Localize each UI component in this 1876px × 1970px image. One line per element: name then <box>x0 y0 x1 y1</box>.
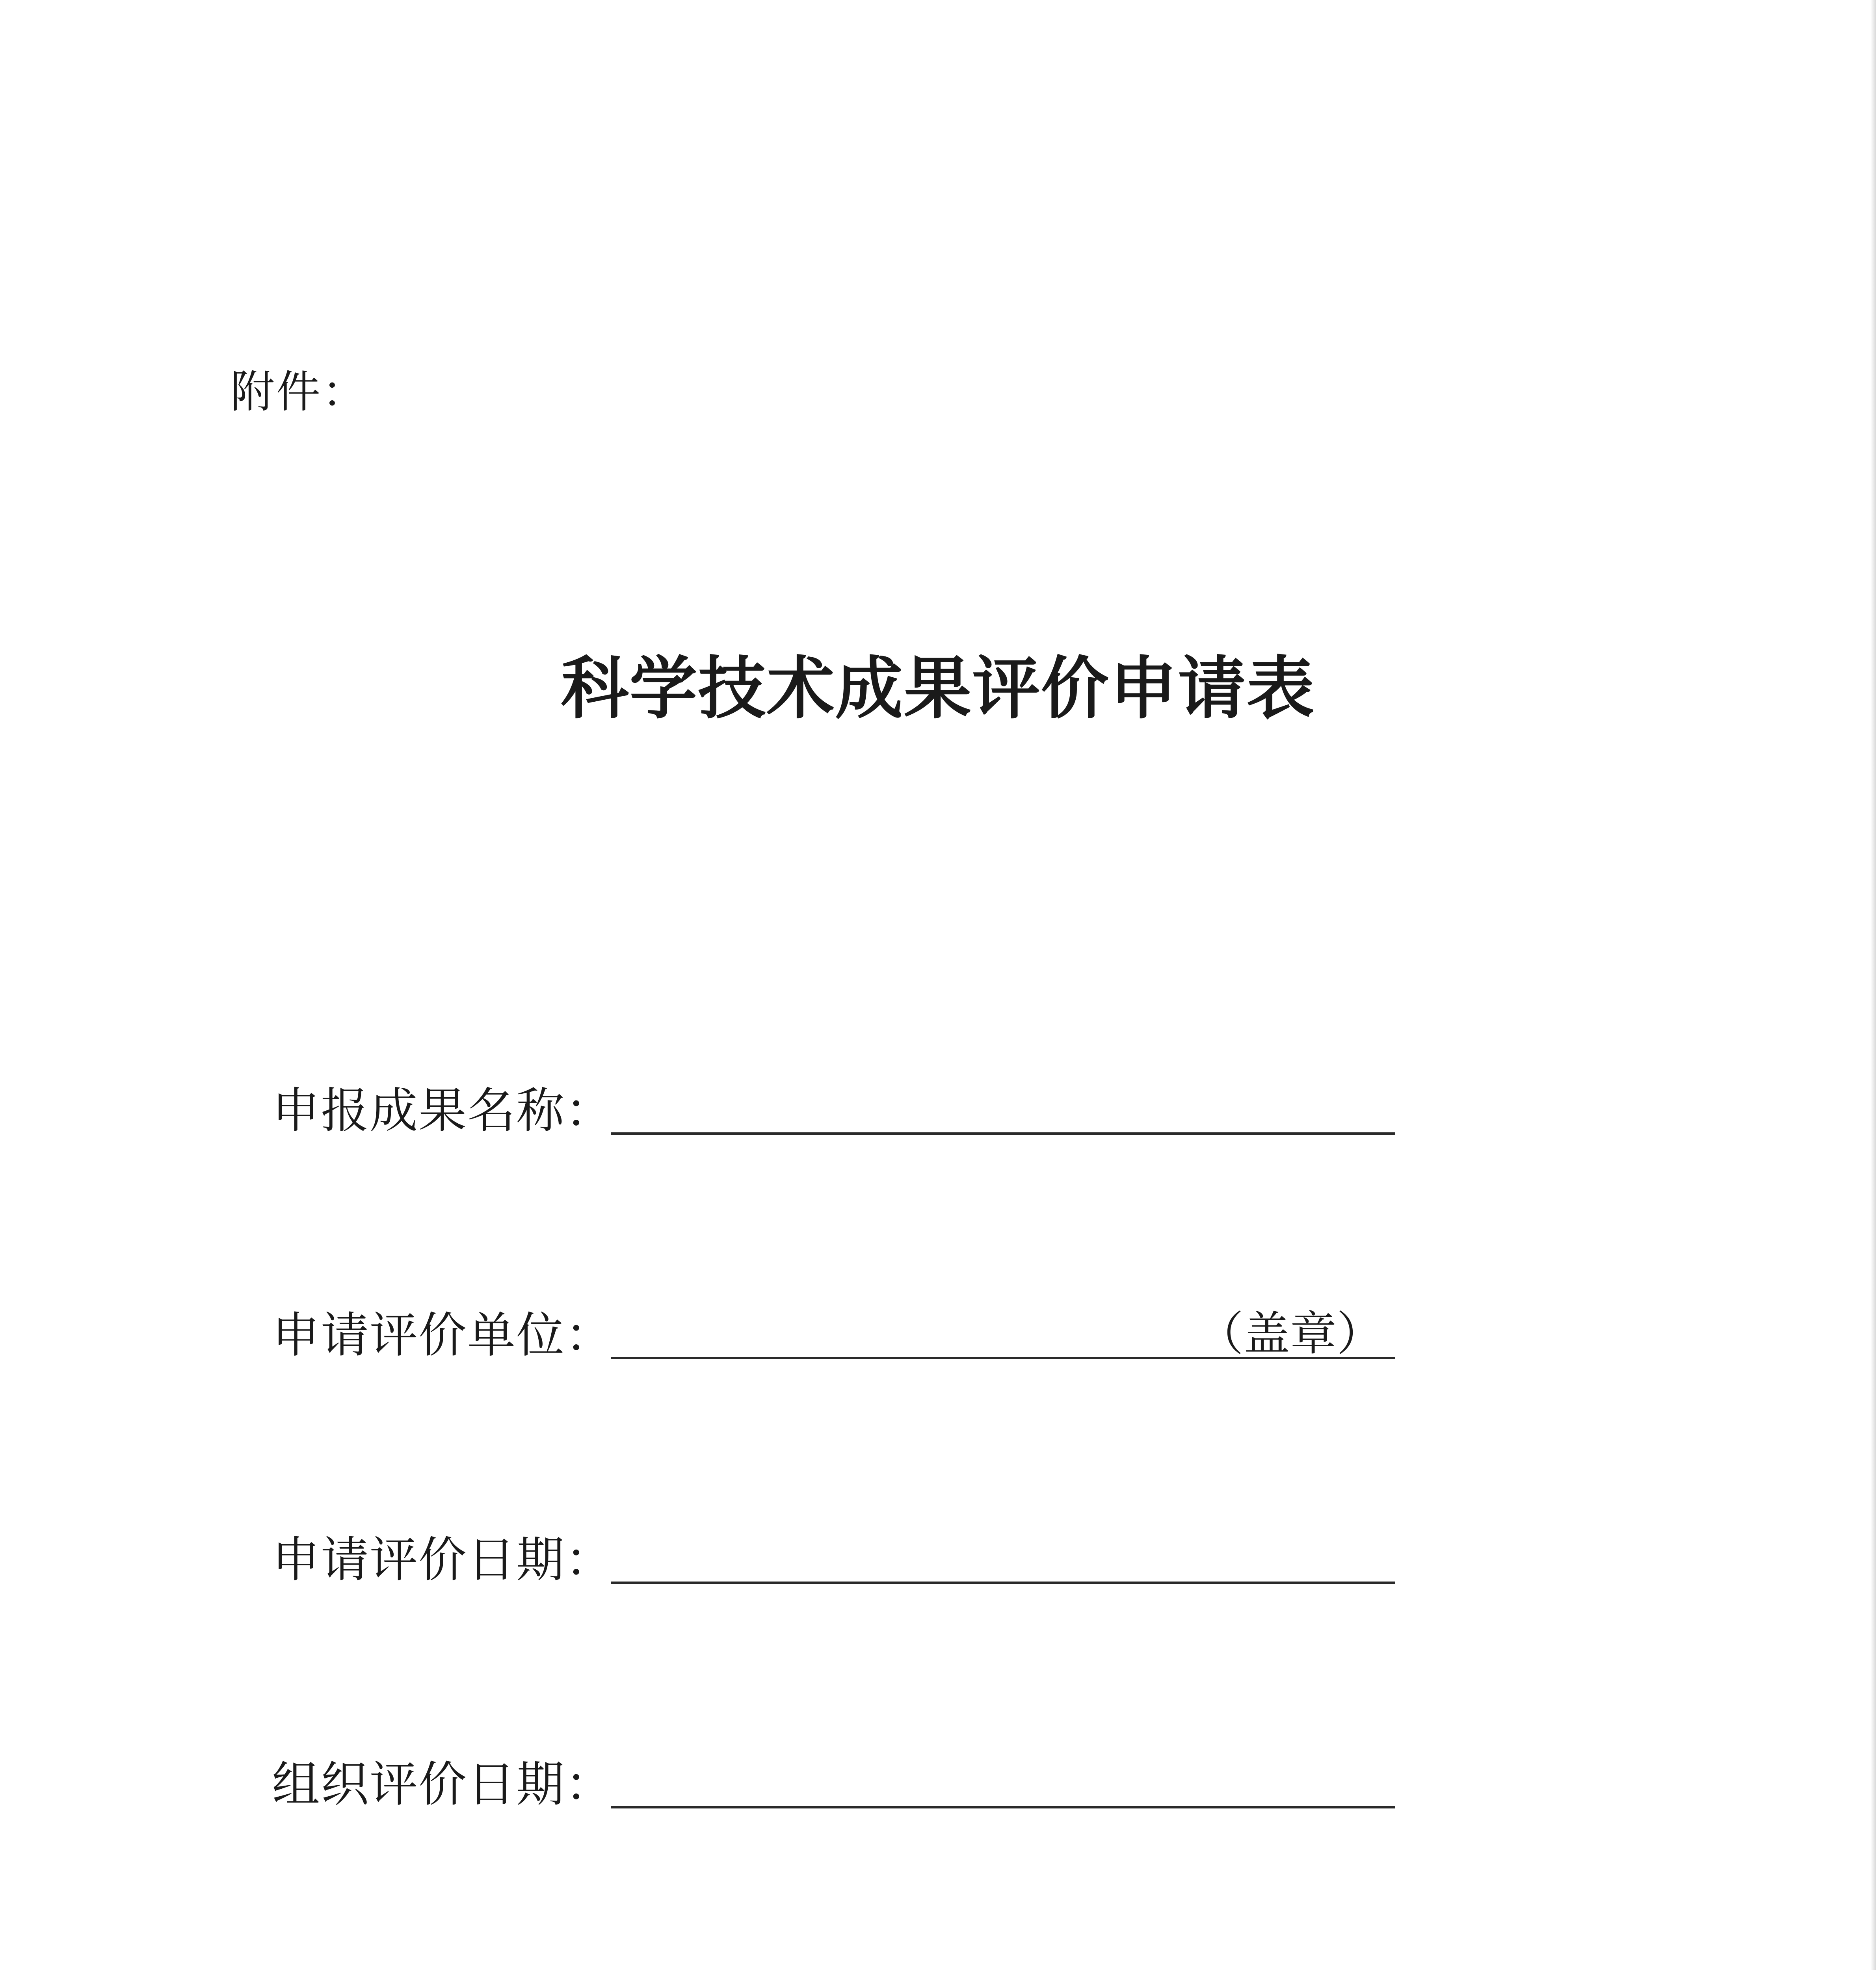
fill-in-line <box>611 1806 1395 1808</box>
field-organize-date <box>272 1734 1399 1812</box>
field-achievement-name <box>272 1060 1399 1139</box>
field-application-date <box>272 1509 1399 1588</box>
fill-in-line <box>611 1582 1395 1584</box>
attachment-label: 附件： <box>231 366 368 418</box>
field-label: 申请评价单位： <box>272 1307 614 1363</box>
fill-in-line <box>611 1132 1395 1135</box>
scan-edge <box>1870 0 1876 1970</box>
seal-note: （盖章） <box>1197 1307 1383 1361</box>
field-applicant-unit <box>272 1284 1399 1363</box>
field-label: 申报成果名称： <box>272 1083 614 1139</box>
field-label: 申请评价日期： <box>272 1532 614 1588</box>
field-label: 组织评价日期： <box>272 1756 614 1812</box>
page-title: 科学技术成果评价申请表 <box>561 649 1315 728</box>
